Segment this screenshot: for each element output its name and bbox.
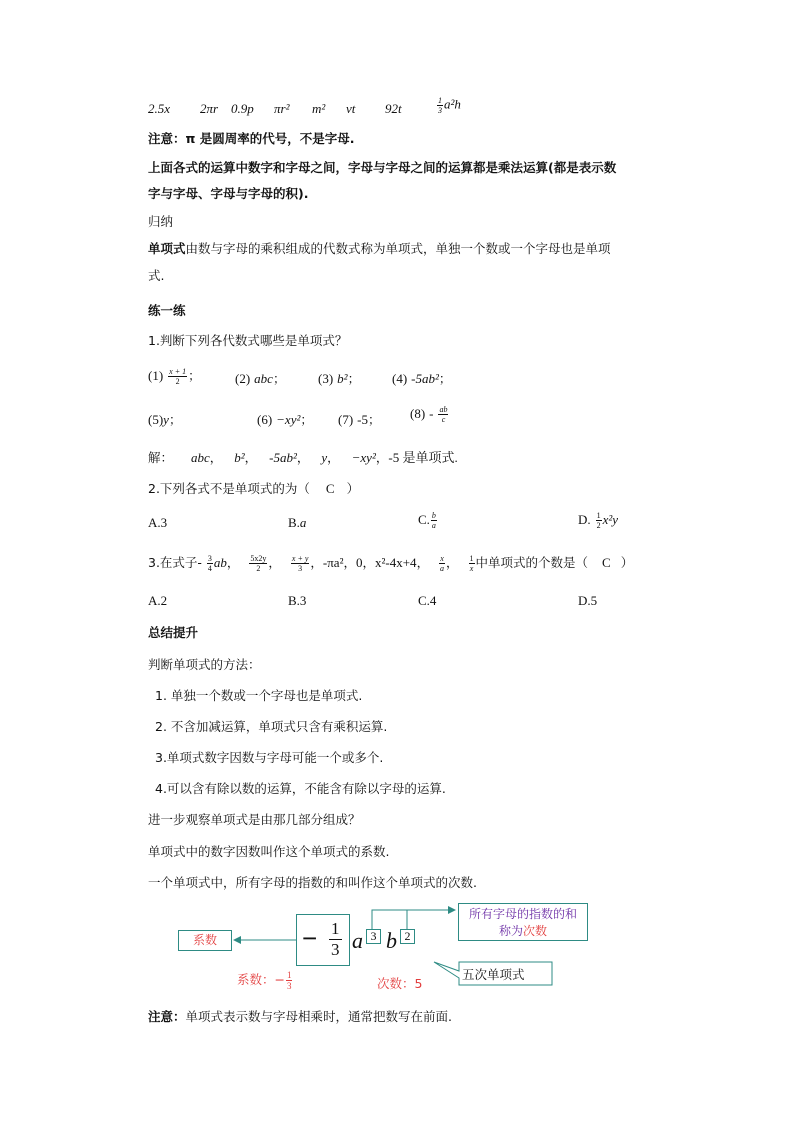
definition-term: 单项式 — [148, 241, 186, 256]
q3-suffix: 中单项式的个数是（ — [475, 555, 589, 570]
q1-answer-term: y — [321, 450, 328, 465]
degree-note-mid: 称为 — [498, 924, 523, 938]
separator: ； — [168, 412, 182, 427]
callout-text: 五次单项式 — [462, 967, 525, 982]
q1-answer-term: -5ab² — [269, 450, 297, 465]
intro-expr-2: 2πr — [200, 101, 219, 116]
degree-definition: 一个单项式中，所有字母的指数的和叫作这个单项式的次数. — [148, 875, 477, 890]
frac-den: 2 — [175, 377, 180, 386]
intro-expr-7: 92t — [385, 101, 402, 116]
q1-item-label: (7) — [338, 412, 354, 427]
big-fraction-num: 1 — [331, 919, 340, 938]
final-note-text: 单项式表示数与字母相乘时，通常把数写在前面. — [185, 1009, 452, 1024]
minus-sign: − — [302, 923, 318, 953]
definition-line2: 式. — [148, 268, 165, 283]
q1-answer: 解： abc， b²， -5ab²， y， −xy²，-5 是单项式. — [148, 450, 458, 465]
coefficient-definition: 单项式中的数字因数叫作这个单项式的系数. — [148, 844, 390, 859]
intro-expr-8-body: a²h — [444, 96, 461, 112]
degree-arrow — [372, 910, 455, 929]
frac-den: 3 — [286, 981, 292, 991]
q1-item-label: (6) — [257, 412, 273, 427]
q3-term-1-body: ab — [213, 555, 227, 570]
degree-note-line2 — [459, 923, 587, 940]
separator: ； — [272, 371, 286, 386]
frac-num: x + 1 — [169, 367, 187, 376]
q2-option-b-prefix: B. — [288, 515, 300, 530]
frac-den: 2 — [596, 521, 601, 530]
frac-den: 2 — [256, 564, 261, 573]
q1-item-label: (3) — [318, 371, 334, 386]
q1-item-label: (4) — [392, 371, 408, 386]
intro-expr-4: πr² — [274, 101, 290, 116]
q1-item-label: (5) — [148, 412, 164, 427]
q2-prompt-text: 2.下列各式不是单项式的为（ — [148, 481, 310, 496]
q1-item-prefix: - — [429, 406, 434, 421]
q2-option-b-expr: a — [299, 515, 307, 530]
frac-num: x + y — [291, 554, 309, 563]
frac-den: c — [441, 415, 446, 424]
method-item-2: 2. 不含加减运算，单项式只含有乘积运算. — [155, 719, 388, 734]
summary-heading: 归纳 — [148, 214, 174, 229]
big-fraction — [329, 919, 342, 960]
observe-question: 进一步观察单项式是由那几部分组成？ — [148, 812, 361, 827]
q1-item-label: (2) — [235, 371, 251, 386]
q3-term-5: 0 — [355, 555, 363, 570]
q3-prefix: 3.在式子- — [148, 555, 202, 570]
big-fraction-den: 3 — [331, 940, 340, 959]
q1-item-expr: abc — [254, 371, 273, 386]
q1-item-expr: -5ab² — [411, 371, 439, 386]
q3-term-4: -πa² — [322, 555, 344, 570]
method-item-4: 4.可以含有除以数的运算，不能含有除以字母的运算. — [155, 781, 446, 796]
frac-num: 1 — [286, 970, 292, 980]
q1-answer-term: −xy² — [351, 450, 376, 465]
coefficient-box: 系数 — [178, 930, 232, 951]
intro-expr-3: 0.9p — [231, 101, 254, 116]
q3-option-a: A.2 — [148, 593, 168, 608]
q3-prompt: 3.在式子- $\frac{3}{4}$ ab， $\frac{5x2y}{2}$ ， $\frac{x + y}{3}$ ，-πa²，0，x²-4x+4， $\frac{x}{a}$ ， $\frac{1}{x}$ 中单项式的个数是（ C ） — [148, 554, 634, 573]
q1-item-expr: -5 — [357, 412, 368, 427]
final-note — [148, 1007, 452, 1025]
methods-intro: 判断单项式的方法： — [148, 657, 261, 672]
q2-close: ） — [346, 481, 360, 496]
note-pi-label: 注意： — [148, 131, 186, 146]
exponent-a-box: 3 — [366, 929, 381, 944]
frac-den: 4 — [207, 564, 212, 573]
variable-a: a — [352, 928, 363, 953]
final-note-label: 注意： — [148, 1009, 186, 1024]
coefficient-value-label: 系数：− — [237, 972, 285, 987]
q1-prompt: 1.判断下列各代数式哪些是单项式？ — [148, 333, 348, 348]
frac-den: 3 — [438, 106, 442, 115]
degree-note-box — [458, 903, 588, 941]
separator: ； — [368, 412, 381, 427]
q2-option-d-body: x²y — [602, 512, 619, 527]
definition-text: 由数与字母的乘积组成的代数式称为单项式，单独一个数或一个字母也是单项 — [185, 241, 611, 256]
intro-expr-5: m² — [312, 101, 326, 116]
frac-den: a — [431, 521, 436, 530]
practice-heading: 练一练 — [148, 303, 186, 318]
q1-answer-label: 解： — [148, 450, 174, 465]
ops-paragraph-line1: 上面各式的运算中数字和字母之间，字母与字母之间的运算都是乘法运算(都是表示数 — [148, 160, 617, 175]
frac-num: 5x2y — [250, 554, 267, 563]
coefficient-value-fraction — [286, 970, 293, 991]
separator: ； — [347, 371, 361, 386]
separator: ； — [438, 371, 452, 386]
frac-num: 1 — [469, 554, 474, 563]
note-pi-text: π 是圆周率的代号，不是字母. — [185, 131, 355, 146]
frac-num: 1 — [596, 511, 601, 520]
frac-num: 1 — [438, 96, 442, 105]
q3-answer: C — [602, 555, 611, 570]
variable-b: b — [386, 928, 397, 953]
separator: ； — [300, 412, 313, 427]
intro-expr-6: vt — [346, 101, 356, 116]
coefficient-value — [237, 970, 293, 991]
intro-expr-1: 2.5x — [148, 101, 171, 116]
q2-option-c-prefix: C. — [418, 512, 430, 527]
q2-option-d-prefix: D. — [578, 512, 591, 527]
frac-num: b — [431, 511, 436, 520]
q3-option-c: C.4 — [418, 593, 437, 608]
q2-answer: C — [325, 481, 335, 496]
q3-close: ） — [620, 555, 634, 570]
degree-note-line1: 所有字母的指数的和 — [468, 907, 577, 921]
frac-num: x — [440, 554, 444, 563]
frac-num: ab — [439, 405, 448, 414]
q1-answer-term: abc — [191, 450, 210, 465]
q3-term-6: x²-4x+4 — [375, 555, 417, 570]
separator: ； — [188, 368, 201, 383]
q1-item-label: (1) — [148, 368, 164, 383]
q1-item-expr: y — [163, 412, 169, 427]
coefficient-frame — [296, 914, 350, 966]
method-item-1: 1. 单独一个数或一个字母也是单项式. — [155, 688, 363, 703]
wrapup-heading: 总结提升 — [148, 625, 199, 640]
frac-den: 3 — [298, 564, 303, 573]
q1-item-label: (8) — [410, 406, 426, 421]
q1-answer-term: b² — [234, 450, 245, 465]
q3-option-b: B.3 — [288, 593, 307, 608]
method-item-3: 3.单项式数字因数与字母可能一个或多个. — [155, 750, 384, 765]
q3-option-d: D.5 — [578, 593, 598, 608]
degree-note-key: 次数 — [523, 924, 548, 938]
q1-answer-suffix: -5 是单项式. — [388, 450, 458, 465]
frac-num: 3 — [207, 554, 212, 563]
frac-den: a — [440, 564, 445, 573]
ops-paragraph-line2: 字与字母、字母与字母的积). — [148, 186, 309, 201]
degree-value: 次数：5 — [377, 976, 423, 991]
frac-den: x — [469, 564, 474, 573]
q1-item-expr: b² — [337, 371, 348, 386]
exponent-b-box: 2 — [400, 929, 415, 944]
q1-item-expr: −xy² — [276, 412, 301, 427]
q2-option-a: A.3 — [148, 515, 168, 530]
